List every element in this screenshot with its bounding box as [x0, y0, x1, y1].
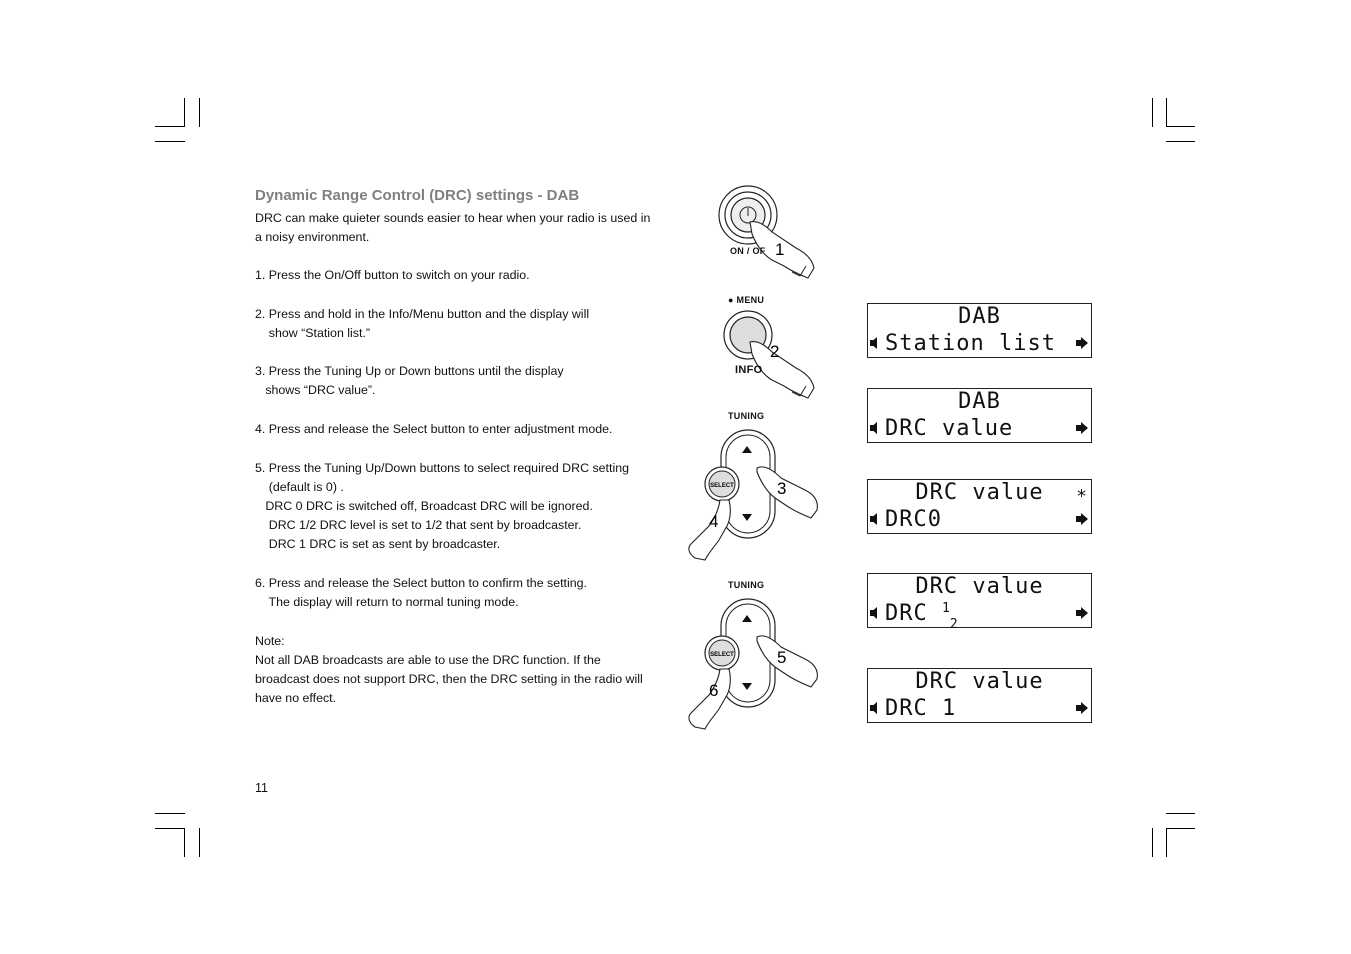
on-off-button-illustration: [700, 180, 830, 280]
step-2: 2. Press and hold in the Info/Menu button and the display will show “Station list.”: [255, 307, 590, 340]
lcd-line-1: DRC value: [915, 480, 1044, 505]
step-6: 6. Press and release the Select button to confirm the setting. The display will return to normal tuning mode.: [255, 576, 587, 609]
selected-indicator-icon: *: [1076, 486, 1087, 507]
step-number: 5: [777, 648, 787, 667]
crop-mark: [1166, 828, 1167, 857]
crop-mark: [1152, 828, 1153, 857]
crop-mark: [155, 141, 185, 142]
section-title: Dynamic Range Control (DRC) settings - DAB: [255, 187, 580, 204]
left-arrow-icon: [870, 422, 877, 434]
info-label: INFO: [735, 364, 763, 376]
lcd-line-1: DRC value: [915, 574, 1044, 599]
lcd-line-1: DAB: [958, 304, 1001, 329]
crop-mark: [184, 828, 185, 857]
step-5: 5. Press the Tuning Up/Down buttons to select required DRC setting (default is 0) . DRC 0 DRC is switched off, Broadcast DRC will be ignored. DRC 1/2 DRC level is set to 1/2 that sent by broadcaster. DRC 1 DRC is set as sent by broadcaster.: [255, 461, 629, 551]
step-3: 3. Press the Tuning Up or Down buttons until the display shows “DRC value”.: [255, 364, 564, 397]
right-arrow-icon: [1081, 337, 1088, 349]
tuning-label: TUNING: [728, 411, 765, 421]
lcd-display-drc-0: [867, 479, 1092, 534]
info-menu-button-illustration: [700, 300, 830, 390]
right-arrow-icon: [1081, 422, 1088, 434]
lcd-line-1: DRC value: [915, 669, 1044, 694]
crop-mark: [155, 126, 185, 127]
menu-label: ● MENU: [728, 295, 765, 305]
right-arrow-icon: [1081, 513, 1088, 525]
fraction-denominator: 2: [949, 617, 958, 632]
lcd-display-drc-1: [867, 668, 1092, 723]
crop-mark: [1166, 126, 1195, 127]
intro-paragraph: DRC can make quieter sounds easier to hear when your radio is used in a noisy environment.: [255, 211, 651, 244]
crop-mark: [1166, 98, 1167, 127]
crop-mark: [199, 828, 200, 857]
page-number: 11: [255, 781, 268, 795]
lcd-line-2: Station list: [885, 331, 1056, 356]
note: Note: Not all DAB broadcasts are able to use the DRC function. If the broadcast does not support DRC, then the DRC setting in the radio will have no effect.: [255, 634, 643, 705]
left-arrow-icon: [870, 513, 877, 525]
crop-mark: [155, 813, 185, 814]
step-number: 4: [709, 512, 719, 531]
crop-mark: [1166, 828, 1195, 829]
step-number: 1: [775, 240, 785, 259]
step-number: 2: [770, 342, 780, 361]
step-number: 3: [777, 479, 787, 498]
tuning-label: TUNING: [728, 580, 765, 590]
step-number: 6: [709, 681, 719, 700]
tuning-select-illustration: [685, 597, 825, 732]
lcd-line-2: DRC 1: [885, 696, 957, 721]
crop-mark: [1166, 813, 1195, 814]
lcd-line-2: DRC0: [885, 507, 942, 532]
crop-mark: [1152, 98, 1153, 127]
on-off-label: ON / OF: [730, 246, 766, 256]
select-label: SELECT: [710, 652, 734, 658]
lcd-line-2-prefix: DRC: [885, 601, 942, 626]
left-arrow-icon: [870, 607, 877, 619]
select-label: SELECT: [710, 483, 734, 489]
tuning-select-illustration: [685, 428, 825, 563]
left-arrow-icon: [870, 337, 877, 349]
fraction-numerator: 1: [941, 601, 950, 616]
step-4: 4. Press and release the Select button to enter adjustment mode.: [255, 422, 613, 436]
lcd-display-drc-half: [867, 573, 1092, 632]
lcd-display-station-list: [867, 303, 1092, 358]
lcd-line-1: DAB: [958, 389, 1001, 414]
lcd-line-2: DRC value: [885, 416, 1014, 441]
left-arrow-icon: [870, 702, 877, 714]
lcd-line-2: [885, 601, 958, 632]
right-arrow-icon: [1081, 607, 1088, 619]
step-1: 1. Press the On/Off button to switch on your radio.: [255, 268, 530, 282]
crop-mark: [184, 98, 185, 127]
crop-mark: [155, 828, 185, 829]
lcd-display-drc-menu: [867, 388, 1092, 443]
crop-mark: [199, 98, 200, 127]
right-arrow-icon: [1081, 702, 1088, 714]
crop-mark: [1166, 141, 1195, 142]
